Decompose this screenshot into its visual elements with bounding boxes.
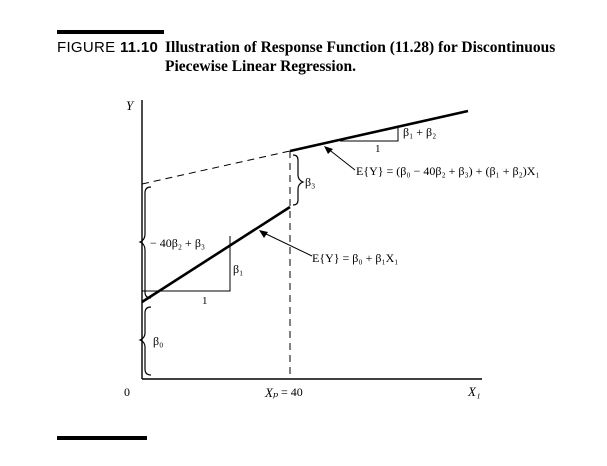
one-label-upper: 1 xyxy=(375,143,381,155)
origin-label: 0 xyxy=(124,385,130,399)
xp-label: Xₚ xyxy=(265,385,279,400)
caption-bottom-rule xyxy=(57,436,147,440)
lower-equation-label: E{Y} = β₀ + β₁X₁ xyxy=(312,251,399,265)
beta1-label: β₁ xyxy=(233,262,244,276)
figure-title-line-1: Illustration of Response Function (11.28) for Discontinuous xyxy=(165,39,556,56)
upper-equation-arrowhead xyxy=(324,146,333,154)
x-axis-label: X₁ xyxy=(468,384,481,399)
xp-value-label: = 40 xyxy=(281,385,303,399)
one-label-lower: 1 xyxy=(202,295,208,307)
upper-equation-label: E{Y} = (β₀ − 40β₂ + β₃) + (β₁ + β₂)X₁ xyxy=(356,164,540,178)
lower-equation-leader xyxy=(262,232,312,256)
figure-number: 11.10 xyxy=(119,39,159,56)
y-axis-label: Y xyxy=(126,98,134,113)
slope-upper-label: β₁ + β₂ xyxy=(403,125,437,139)
figure-label-prefix: FIGURE xyxy=(57,39,116,56)
figure-title-line-2: Piecewise Linear Regression. xyxy=(165,58,356,75)
jump-label: − 40β₂ + β₃ xyxy=(150,236,206,250)
beta0-label: β₀ xyxy=(153,334,164,348)
lower-response-line xyxy=(142,207,290,302)
beta3-label: β₃ xyxy=(305,175,316,189)
dashed-extension-line xyxy=(142,151,290,184)
beta3-brace xyxy=(293,155,303,205)
upper-equation-leader xyxy=(327,148,355,170)
lower-equation-arrowhead xyxy=(259,230,268,238)
